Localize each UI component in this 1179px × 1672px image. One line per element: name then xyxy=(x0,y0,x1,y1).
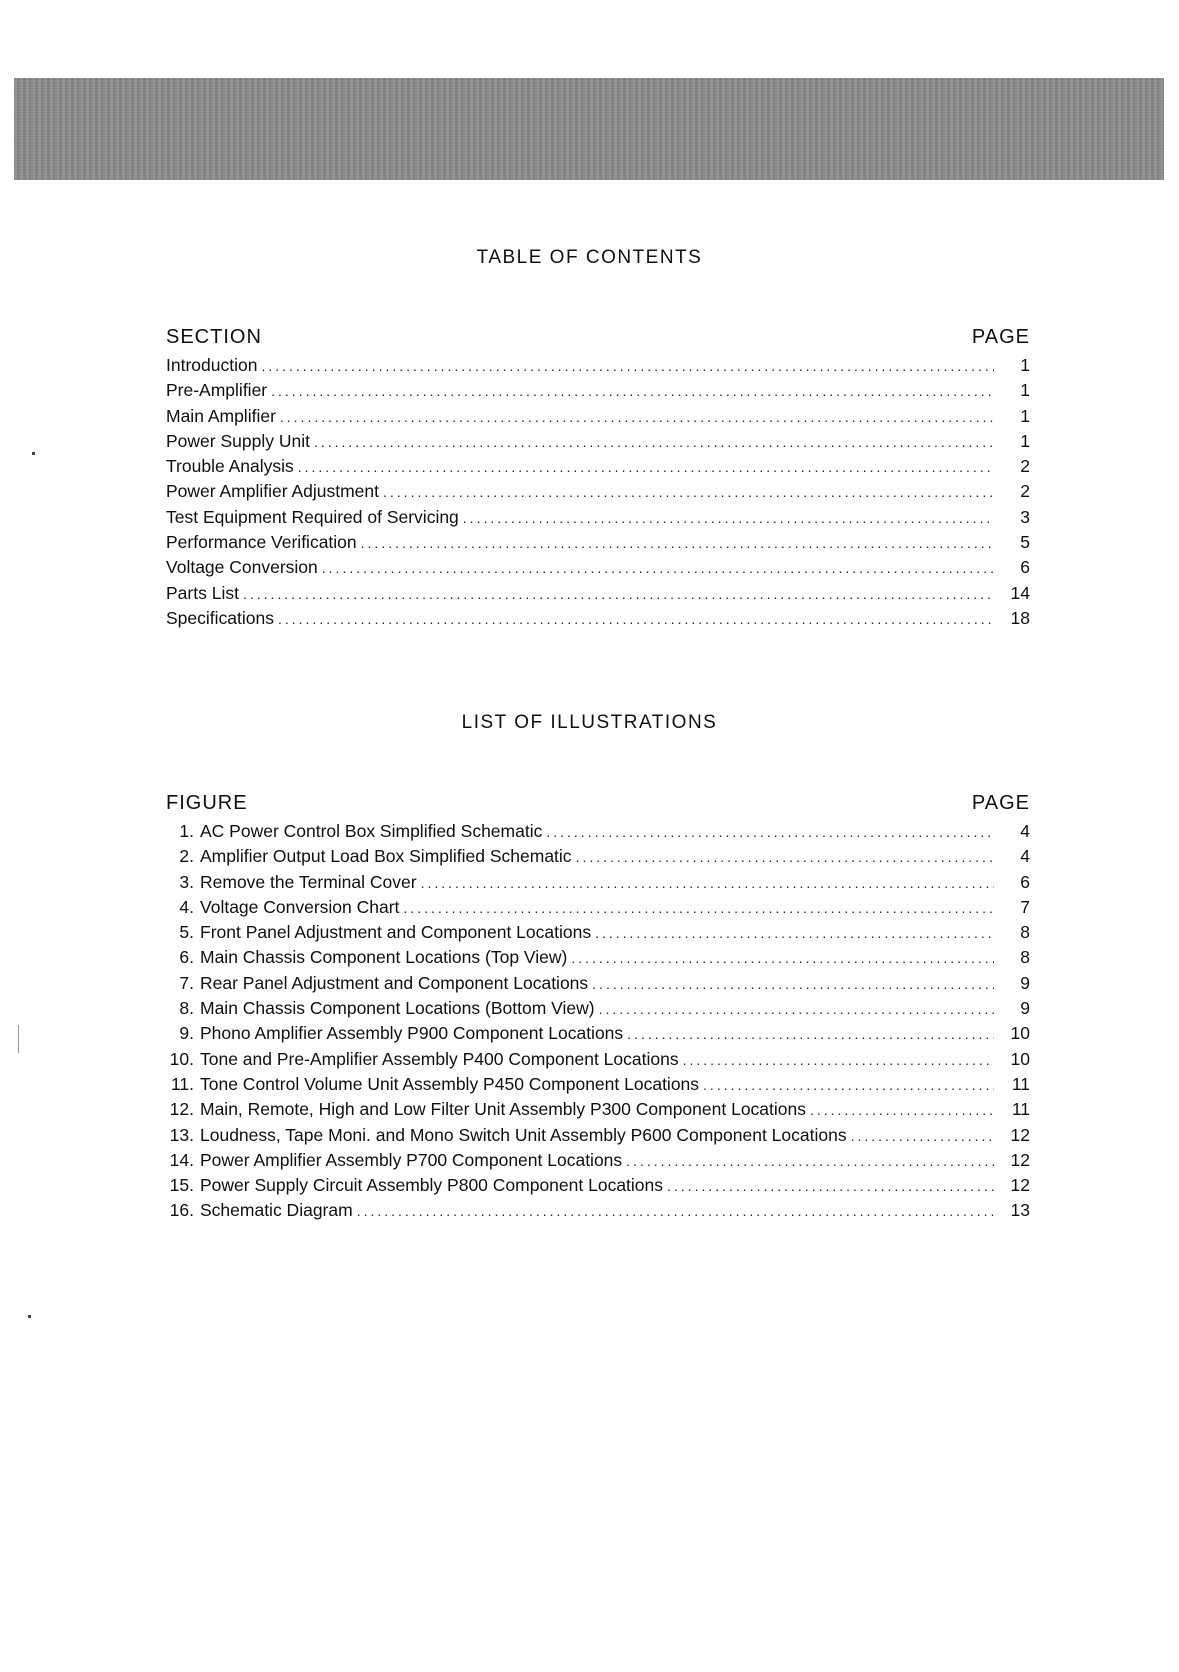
leader-dots xyxy=(599,1001,994,1017)
figure-title: Front Panel Adjustment and Component Locations xyxy=(200,922,592,943)
figure-page: 12 xyxy=(1010,1175,1030,1196)
figure-number: 5. xyxy=(179,922,194,943)
toc-entry-title: Power Amplifier Adjustment xyxy=(166,481,380,502)
loi-column-headers xyxy=(166,792,1030,815)
figure-page: 7 xyxy=(1020,896,1030,917)
figure-entry xyxy=(154,1125,1030,1150)
figure-page: 4 xyxy=(1020,821,1030,841)
toc-entry-page: 1 xyxy=(1020,380,1030,401)
toc-entry-page: 3 xyxy=(1020,506,1030,527)
figure-entry xyxy=(154,1049,1030,1074)
toc-entry xyxy=(166,355,1030,380)
toc-entry xyxy=(166,557,1030,582)
figure-title: Tone Control Volume Unit Assembly P450 Component Locations xyxy=(200,1073,700,1094)
toc-entry-title: Parts List xyxy=(166,582,239,603)
figure-number: 7. xyxy=(179,972,194,993)
leader-dots xyxy=(810,1102,994,1118)
leader-dots xyxy=(403,900,994,916)
loi-title: LIST OF ILLUSTRATIONS xyxy=(461,712,718,733)
toc-entry-page: 6 xyxy=(1020,557,1030,578)
figure-entry xyxy=(154,1023,1030,1048)
figure-title: Power Supply Circuit Assembly P800 Component Locations xyxy=(200,1175,664,1196)
figure-title: Tone and Pre-Amplifier Assembly P400 Component Locations xyxy=(200,1048,679,1069)
toc-entry-page: 5 xyxy=(1020,532,1030,553)
figure-page: 8 xyxy=(1020,922,1030,943)
leader-dots xyxy=(592,976,994,992)
header-band xyxy=(14,78,1164,180)
figure-title: Loudness, Tape Moni. and Mono Switch Unit Assembly P600 Component Locations xyxy=(200,1124,847,1145)
figure-title: Remove the Terminal Cover xyxy=(200,871,417,892)
leader-dots xyxy=(626,1153,994,1169)
toc-entry-title: Pre-Amplifier xyxy=(166,380,268,401)
leader-dots xyxy=(314,434,994,450)
figure-page: 8 xyxy=(1020,947,1030,968)
figure-title: Main Chassis Component Locations (Top View) xyxy=(200,947,568,968)
leader-dots xyxy=(851,1128,994,1144)
figure-number: 12. xyxy=(169,1099,194,1120)
leader-dots xyxy=(357,1203,994,1219)
figure-entry xyxy=(154,846,1030,871)
figure-entry xyxy=(154,1175,1030,1200)
figure-page: 10 xyxy=(1010,1023,1030,1044)
figure-entry xyxy=(154,922,1030,947)
figure-entry xyxy=(154,897,1030,922)
scan-mark xyxy=(28,1315,31,1318)
leader-dots xyxy=(576,849,994,865)
toc-entry xyxy=(166,406,1030,431)
figure-entry xyxy=(154,821,1030,846)
figure-page: 6 xyxy=(1020,871,1030,892)
toc-entry xyxy=(166,431,1030,456)
figure-page: 11 xyxy=(1011,1073,1030,1094)
toc-entry-page: 1 xyxy=(1020,430,1030,451)
figure-title: Voltage Conversion Chart xyxy=(200,896,400,917)
figure-number: 4. xyxy=(179,896,194,917)
leader-dots xyxy=(421,875,994,891)
leader-dots xyxy=(546,824,994,840)
figure-title: Rear Panel Adjustment and Component Locations xyxy=(200,972,589,993)
toc-entry-title: Performance Verification xyxy=(166,532,357,553)
leader-dots xyxy=(703,1077,994,1093)
leader-dots xyxy=(298,459,994,475)
toc-list xyxy=(166,355,1030,633)
loi-list xyxy=(166,821,1030,1226)
figure-page: 12 xyxy=(1010,1149,1030,1170)
toc-entry xyxy=(166,532,1030,557)
leader-dots xyxy=(571,950,994,966)
leader-dots xyxy=(627,1026,994,1042)
scan-mark xyxy=(32,452,35,455)
figure-number: 15. xyxy=(169,1175,194,1196)
figure-entry xyxy=(154,1150,1030,1175)
toc-entry-title: Main Amplifier xyxy=(166,405,276,426)
figure-entry xyxy=(154,1200,1030,1225)
figure-number: 6. xyxy=(179,947,194,968)
loi-block xyxy=(166,792,1030,1226)
figure-number: 11. xyxy=(170,1073,194,1094)
toc-page-header: PAGE xyxy=(971,326,1030,348)
figure-number: 16. xyxy=(169,1200,194,1221)
leader-dots xyxy=(683,1052,994,1068)
leader-dots xyxy=(383,484,994,500)
toc-entry xyxy=(166,481,1030,506)
loi-page-header: PAGE xyxy=(971,792,1030,814)
figure-page: 13 xyxy=(1010,1200,1030,1221)
figure-entry xyxy=(154,947,1030,972)
figure-title: Schematic Diagram xyxy=(200,1200,353,1221)
figure-page: 12 xyxy=(1010,1124,1030,1145)
toc-entry-page: 18 xyxy=(1010,607,1030,628)
toc-entry-title: Introduction xyxy=(166,355,258,375)
figure-page: 11 xyxy=(1011,1099,1030,1120)
leader-dots xyxy=(595,925,994,941)
toc-entry xyxy=(166,608,1030,633)
figure-page: 4 xyxy=(1020,846,1030,867)
figure-title: Amplifier Output Load Box Simplified Schematic xyxy=(200,846,572,867)
figure-entry xyxy=(154,1099,1030,1124)
toc-section-header: SECTION xyxy=(166,326,262,348)
figure-number: 8. xyxy=(179,998,194,1019)
toc-entry xyxy=(166,507,1030,532)
toc-entry-title: Specifications xyxy=(166,607,274,628)
scan-mark xyxy=(18,1025,19,1053)
toc-entry-title: Power Supply Unit xyxy=(166,430,310,451)
figure-number: 2. xyxy=(179,846,194,867)
figure-page: 9 xyxy=(1020,998,1030,1019)
leader-dots xyxy=(667,1178,994,1194)
figure-number: 9. xyxy=(179,1023,194,1044)
toc-entry-title: Test Equipment Required of Servicing xyxy=(166,506,459,527)
figure-number: 3. xyxy=(179,871,194,892)
figure-entry xyxy=(154,998,1030,1023)
toc-entry xyxy=(166,583,1030,608)
toc-entry-page: 2 xyxy=(1020,456,1030,477)
figure-title: Phono Amplifier Assembly P900 Component Locations xyxy=(200,1023,624,1044)
figure-number: 13. xyxy=(169,1124,194,1145)
leader-dots xyxy=(278,611,994,627)
figure-entry xyxy=(154,973,1030,998)
leader-dots xyxy=(280,409,994,425)
figure-page: 9 xyxy=(1020,972,1030,993)
toc-entry-page: 14 xyxy=(1010,582,1030,603)
toc-column-headers xyxy=(166,326,1030,349)
figure-number: 14. xyxy=(169,1149,194,1170)
leader-dots xyxy=(361,535,994,551)
toc-entry-page: 1 xyxy=(1020,405,1030,426)
figure-page: 10 xyxy=(1010,1048,1030,1069)
leader-dots xyxy=(463,510,994,526)
figure-number: 10. xyxy=(169,1048,194,1069)
figure-title: AC Power Control Box Simplified Schematic xyxy=(200,821,543,841)
toc-entry-page: 1 xyxy=(1020,355,1030,375)
loi-figure-header: FIGURE xyxy=(166,792,248,814)
toc-entry xyxy=(166,380,1030,405)
toc-block xyxy=(166,326,1030,633)
figure-title: Main Chassis Component Locations (Bottom View) xyxy=(200,998,595,1019)
figure-title: Main, Remote, High and Low Filter Unit Assembly P300 Component Locations xyxy=(200,1099,806,1120)
leader-dots xyxy=(322,560,994,576)
leader-dots xyxy=(271,383,994,399)
leader-dots xyxy=(261,358,994,374)
toc-title: TABLE OF CONTENTS xyxy=(476,247,703,268)
toc-entry-page: 2 xyxy=(1020,481,1030,502)
toc-entry-title: Trouble Analysis xyxy=(166,456,294,477)
toc-entry-title: Voltage Conversion xyxy=(166,557,318,578)
figure-entry xyxy=(154,872,1030,897)
leader-dots xyxy=(243,586,994,602)
figure-number: 1. xyxy=(179,821,194,841)
figure-title: Power Amplifier Assembly P700 Component Locations xyxy=(200,1149,623,1170)
toc-entry xyxy=(166,456,1030,481)
figure-entry xyxy=(154,1074,1030,1099)
